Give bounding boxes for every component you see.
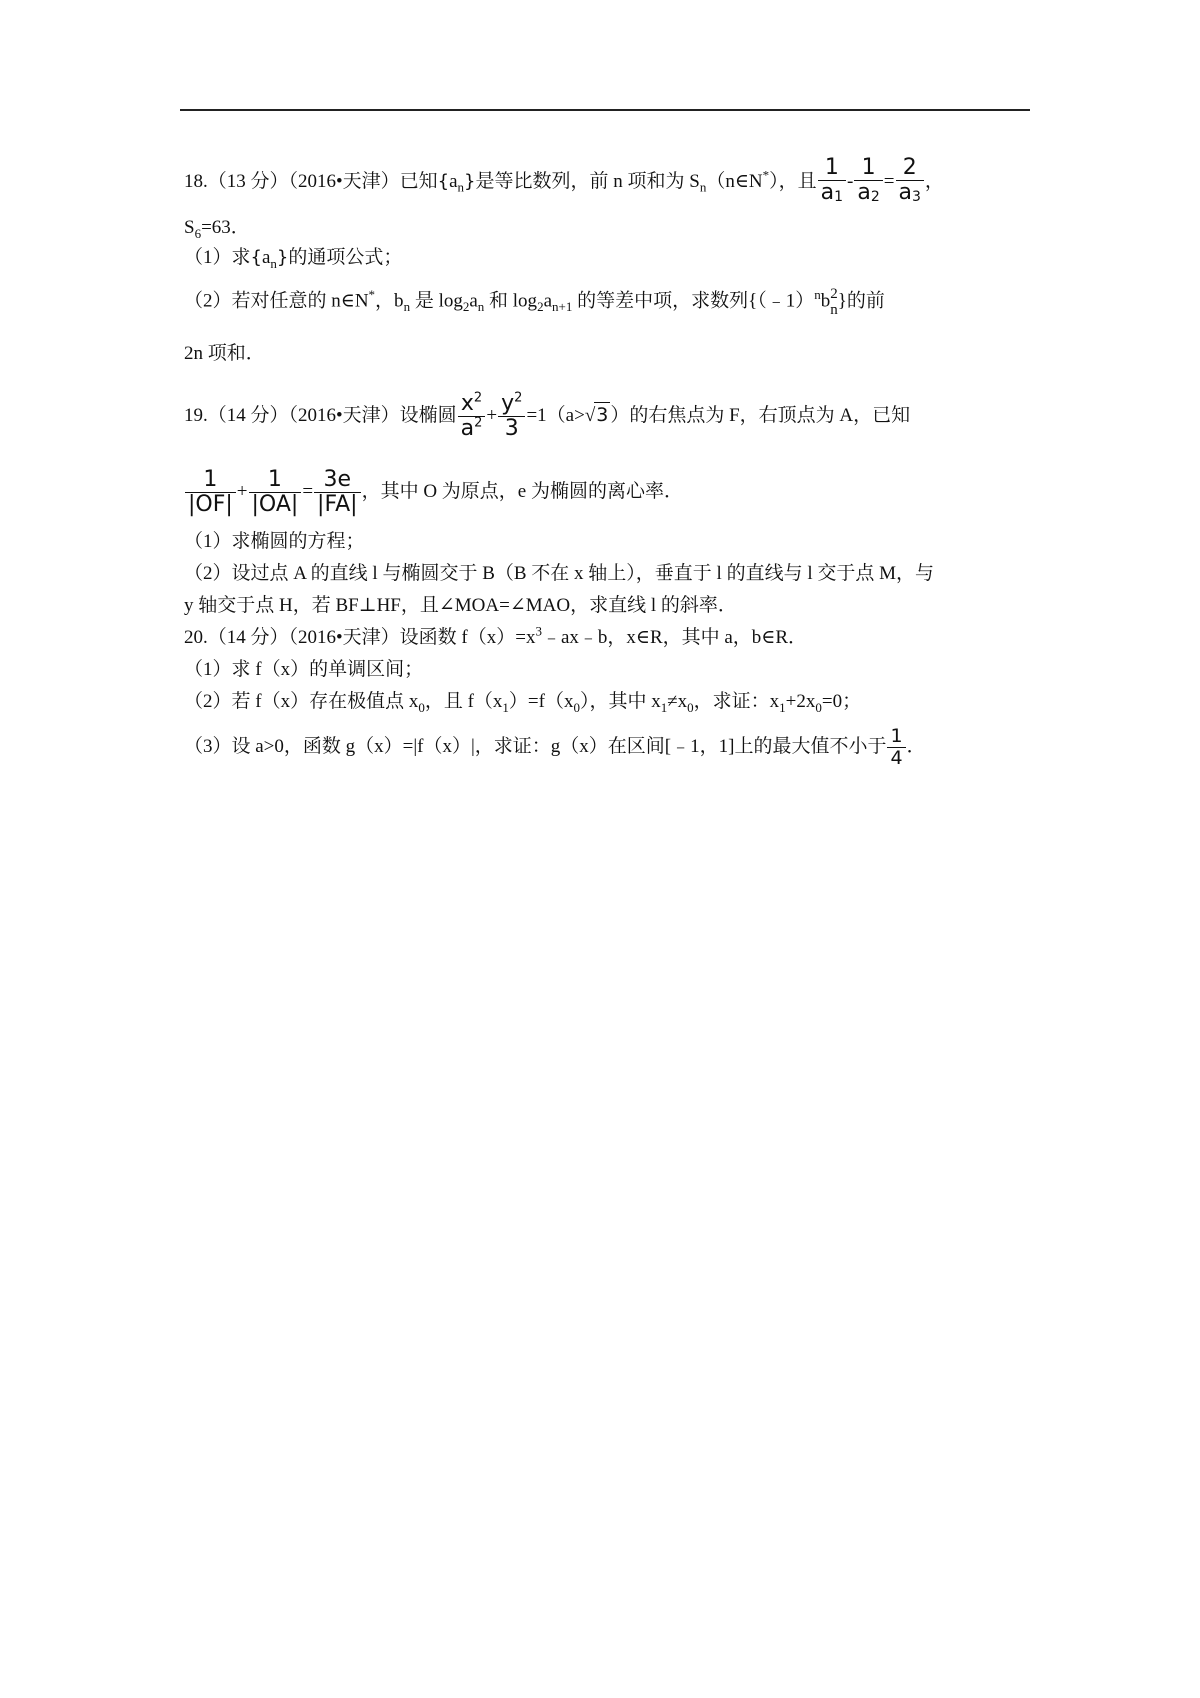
q19-part2-line2: y 轴交于点 H，若 BF⊥HF，且∠MOA=∠MAO，求直线 l 的斜率． xyxy=(184,595,737,616)
header-rule xyxy=(180,109,1030,111)
q20-part3: （3）设 a>0，函数 g（x）=|f（x）|，求证：g（x）在区间[﹣1，1]上的最大值不小于 $\frac{1}{4}$ ． xyxy=(184,725,926,769)
fraction-1-over-a2: $\frac{1}{a2}$ xyxy=(854,156,882,209)
q18-line2: $S_6=63$． xyxy=(184,217,250,241)
fraction-1-over-OF: $\frac{1}{|OF|}$ xyxy=(185,468,236,517)
q19-line2: $\frac{1}{|OF|}$ + $\frac{1}{|OA|}$ = $\frac{3e}{|FA|}$ ，其中 O 为原点，e 为椭圆的离心率． xyxy=(184,468,683,517)
sqrt-symbol: √ xyxy=(584,404,596,426)
fraction-3e-over-FA: $\frac{3e}{|FA|}$ xyxy=(314,468,361,517)
fraction-x2-over-a2: $\frac{x^2}{a^2}$ xyxy=(458,392,486,441)
fraction-2-over-a3: $\frac{2}{a3}$ xyxy=(896,156,924,209)
fraction-1-over-OA: $\frac{1}{|OA|}$ xyxy=(249,468,302,517)
q18-part1: （1）求$\{a_n\}$的通项公式； xyxy=(184,247,403,271)
q20-part2: （2）若 f（x）存在极值点 $x_0$，且 $f(x_1)=f(x_0)$，其中 $x_1\ne x_0$，求证：$x_1+2x_0=0$； xyxy=(184,691,862,715)
fraction-1-over-4: $\frac{1}{4}$ xyxy=(887,726,905,769)
q18-part2: （2）若对任意的 n∈N*，$b_n$ 是 $\log_2a_n$ 和 $\log_2a_{n+1}$ 的等差中项，求数列{（﹣1）$^n$b 2 n }的前 xyxy=(184,286,885,318)
q18-part2-line2: 2n 项和． xyxy=(184,343,265,364)
q19-part2-line1: （2）设过点 A 的直线 l 与椭圆交于 B（B 不在 x 轴上），垂直于 l 的直线与 l 交于点 M，与 xyxy=(184,563,935,584)
q18-line1: 18.（13 分）（2016•天津）已知$\{a_n\}$是等比数列，前 n 项和为 $S_n(n\in N^*)$，且 $\frac{1}{a1}$ - $\frac{1}{a2}$ = $\frac{2}{a3}$ ， xyxy=(184,156,944,209)
fraction-1-over-a1: $\frac{1}{a1}$ xyxy=(818,156,846,209)
q20-part1: （1）求 f（x）的单调区间； xyxy=(184,659,424,680)
q19-line1: 19.（14 分）（2016•天津）设椭圆 $\frac{x^2}{a^2}$ + $\frac{y^2}{3}$ =1（a>√3 ）的右焦点为 F，右顶点为 A，已知 xyxy=(184,390,911,441)
q20-line1: 20.（14 分）（2016•天津）设函数 $f(x)=x^3﹣ax﹣b$，x∈R，其中 a，b∈R． xyxy=(184,623,808,648)
fraction-y2-over-3: $\frac{y^2}{3}$ xyxy=(498,392,525,441)
q19-part1: （1）求椭圆的方程； xyxy=(184,531,365,552)
